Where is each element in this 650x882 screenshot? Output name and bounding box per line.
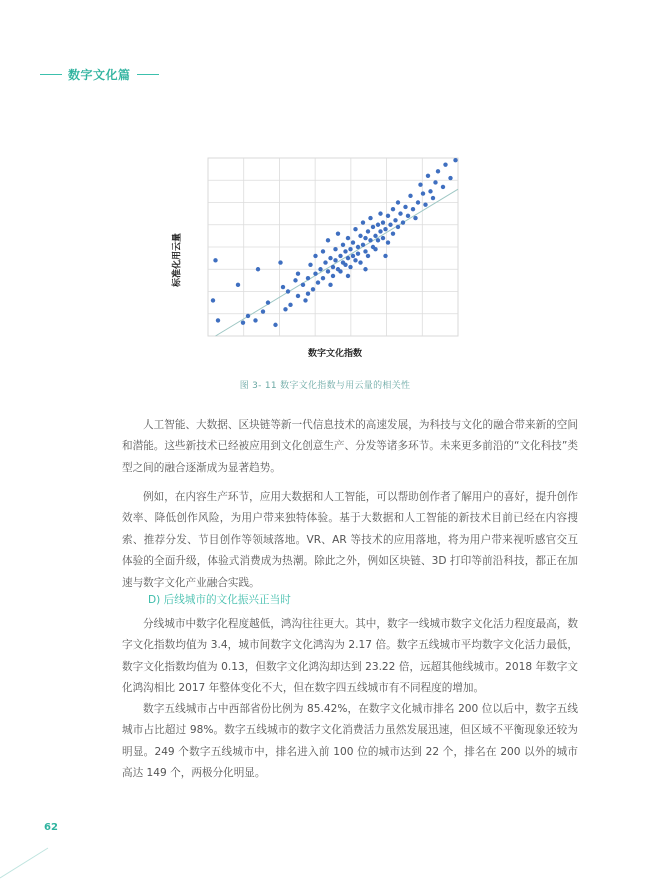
scatter-point <box>363 249 367 253</box>
scatter-point <box>373 247 377 251</box>
scatter-point <box>328 283 332 287</box>
scatter-point <box>348 247 352 251</box>
scatter-point <box>346 274 350 278</box>
scatter-point <box>358 260 362 264</box>
scatter-point <box>411 207 415 211</box>
scatter-point <box>373 234 377 238</box>
scatter-point <box>211 298 215 302</box>
scatter-point <box>353 258 357 262</box>
section-header <box>40 66 159 83</box>
scatter-point <box>306 292 310 296</box>
scatter-point <box>348 265 352 269</box>
scatter-point <box>343 263 347 267</box>
scatter-point <box>356 245 360 249</box>
scatter-point <box>436 169 440 173</box>
scatter-point <box>366 229 370 233</box>
scatter-point <box>321 249 325 253</box>
scatter-point <box>398 211 402 215</box>
scatter-point <box>331 274 335 278</box>
scatter-point <box>366 254 370 258</box>
scatter-point <box>393 218 397 222</box>
scatter-point <box>318 267 322 271</box>
scatter-point <box>286 289 290 293</box>
scatter-point <box>296 272 300 276</box>
scatter-point <box>301 283 305 287</box>
scatter-point <box>293 278 297 282</box>
scatter-point <box>403 205 407 209</box>
scatter-point <box>353 227 357 231</box>
chart-y-axis-label: 标准化用云量 <box>172 232 183 288</box>
scatter-point <box>326 269 330 273</box>
chart-x-axis-label: 数字文化指数 <box>307 349 362 359</box>
scatter-point <box>378 229 382 233</box>
scatter-point <box>448 176 452 180</box>
scatter-point <box>256 267 260 271</box>
scatter-point <box>381 236 385 240</box>
scatter-point <box>428 189 432 193</box>
scatter-point <box>266 300 270 304</box>
section-title: 数字文化篇 <box>68 68 131 82</box>
scatter-point <box>391 231 395 235</box>
body-paragraph-2: 例如，在内容生产环节，应用大数据和人工智能，可以帮助创作者了解用户的喜好，提升创作效率、降低创作风险，为用户带来独特体验。基于大数据和人工智能的新技术目前已经在内容搜索、推荐分发、节目创作等领域落地。VR、AR 等技术的应用落地，将为用户带来视听感官交互体验的全面升级，体验式消费成为热潮。除此之外，例如区块链、3D 打印等前沿科技，都正在加速与数字文化产业融合实践。 <box>122 491 578 589</box>
scatter-point <box>338 269 342 273</box>
scatter-point <box>281 285 285 289</box>
scatter-point <box>356 251 360 255</box>
scatter-point <box>338 254 342 258</box>
scatter-point <box>288 303 292 307</box>
scatter-point <box>408 194 412 198</box>
scatter-point <box>441 185 445 189</box>
scatter-point <box>423 203 427 207</box>
header-right-dash <box>137 74 159 75</box>
scatter-point <box>346 236 350 240</box>
scatter-point <box>376 223 380 227</box>
scatter-point <box>278 260 282 264</box>
scatter-point <box>246 314 250 318</box>
scatter-point <box>363 267 367 271</box>
scatter-point <box>241 320 245 324</box>
scatter-point <box>273 323 277 327</box>
scatter-point <box>296 294 300 298</box>
scatter-point <box>386 240 390 244</box>
scatter-point <box>358 234 362 238</box>
scatter-point <box>368 216 372 220</box>
scatter-point <box>333 247 337 251</box>
scatter-point <box>421 191 425 195</box>
scatter-point <box>368 238 372 242</box>
scatter-point <box>383 227 387 231</box>
page-number: 62 <box>44 822 58 833</box>
scatter-point <box>236 283 240 287</box>
scatter-point <box>313 272 317 276</box>
scatter-point <box>413 216 417 220</box>
scatter-point <box>361 220 365 224</box>
scatter-point <box>326 238 330 242</box>
scatter-point <box>308 263 312 267</box>
scatter-point <box>283 307 287 311</box>
scatter-point <box>431 196 435 200</box>
scatter-point <box>363 236 367 240</box>
header-left-dash <box>40 74 62 75</box>
scatter-point <box>303 298 307 302</box>
scatter-point <box>396 225 400 229</box>
scatter-chart <box>172 150 480 370</box>
scatter-point <box>416 200 420 204</box>
scatter-point <box>346 256 350 260</box>
scatter-point <box>443 162 447 166</box>
scatter-point <box>418 183 422 187</box>
scatter-point <box>261 309 265 313</box>
scatter-point <box>378 211 382 215</box>
scatter-point <box>333 258 337 262</box>
scatter-point <box>336 231 340 235</box>
body-paragraph-4: 数字五线城市占中西部省份比例为 85.42%，在数字文化城市排名 200 位以后中，数字五线城市占比超过 98%。数字五线城市的数字文化消费活力虽然发展迅速，但区域不平衡现象还较为明显。249 个数字五线城市中，排名进入前 100 位的城市达到 22 个，排名在 200 以外的城市高达 149 个，两极分化明显。 <box>122 703 578 780</box>
scatter-point <box>433 180 437 184</box>
scatter-point <box>313 254 317 258</box>
scatter-point <box>396 200 400 204</box>
section-subheading: D) 后线城市的文化振兴正当时 <box>148 594 291 606</box>
scatter-point <box>376 238 380 242</box>
scatter-point <box>401 220 405 224</box>
scatter-plot-svg <box>190 150 480 350</box>
scatter-point <box>321 276 325 280</box>
scatter-point <box>328 256 332 260</box>
scatter-point <box>351 254 355 258</box>
scatter-point <box>253 318 257 322</box>
scatter-point <box>386 214 390 218</box>
scatter-point <box>391 207 395 211</box>
scatter-point <box>426 174 430 178</box>
scatter-point <box>216 318 220 322</box>
scatter-point <box>388 223 392 227</box>
scatter-point <box>341 243 345 247</box>
scatter-point <box>343 249 347 253</box>
scatter-point <box>213 258 217 262</box>
scatter-point <box>306 276 310 280</box>
scatter-point <box>383 254 387 258</box>
scatter-point <box>361 243 365 247</box>
figure-caption: 图 3- 11 数字文化指数与用云量的相关性 <box>239 381 411 391</box>
scatter-point <box>323 260 327 264</box>
scatter-point <box>371 225 375 229</box>
scatter-point <box>453 158 457 162</box>
body-paragraph-1: 人工智能、大数据、区块链等新一代信息技术的高速发展，为科技与文化的融合带来新的空间和潜能。这些新技术已经被应用到文化创意生产、分发等诸多环节。未来更多前沿的“文化科技”类型之间的融合逐渐成为显著趋势。 <box>122 419 578 474</box>
scatter-point <box>311 287 315 291</box>
scatter-point <box>316 280 320 284</box>
scatter-point <box>331 265 335 269</box>
body-paragraph-3: 分线城市中数字化程度越低，鸿沟往往更大。其中，数字一线城市数字文化活力程度最高，数字文化指数均值为 3.4，城市间数字文化鸿沟为 2.17 倍。数字五线城市平均数字文化活力最低，数字文化指数均值为 0.13，但数字文化鸿沟却达到 23.22 倍，远超其他线城市。2018 年数字文化鸿沟相比 2017 年整体变化不大，但在数字四五线城市有不同程度的增加。 <box>122 618 578 695</box>
scatter-point <box>381 220 385 224</box>
scatter-point <box>406 214 410 218</box>
scatter-point <box>351 240 355 244</box>
